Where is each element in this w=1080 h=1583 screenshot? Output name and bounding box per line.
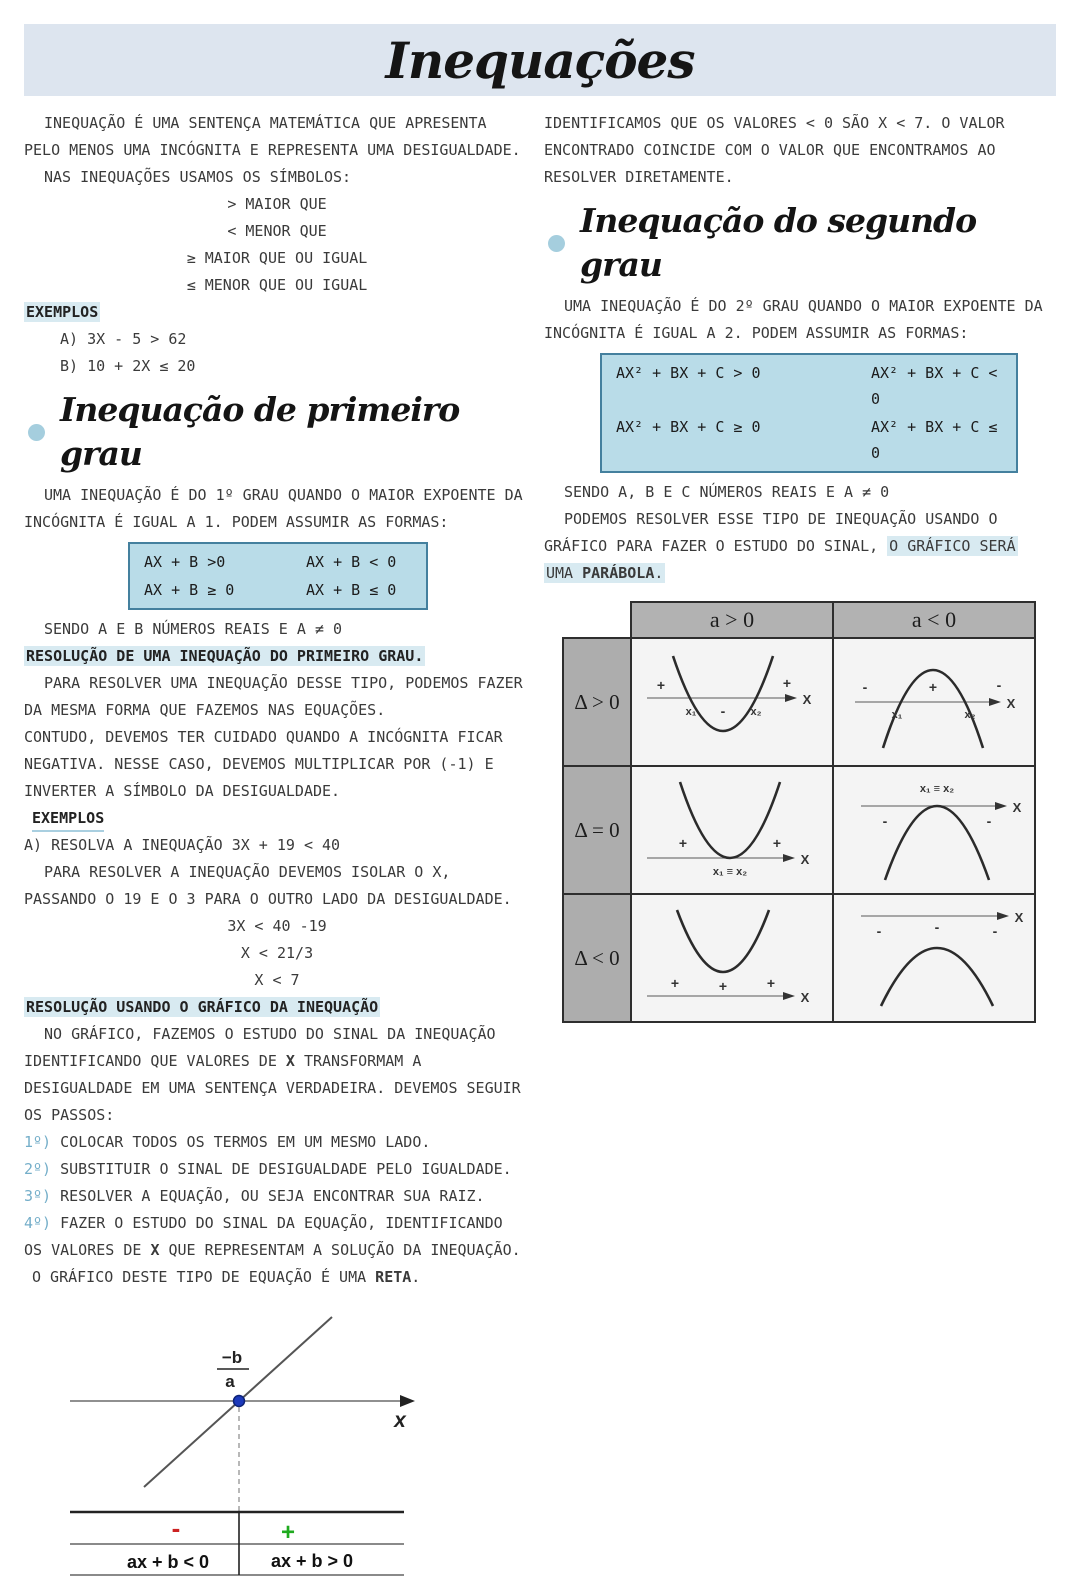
svg-text:-: -: [862, 679, 868, 695]
paragraph-line: INCÓGNITA É IGUAL A 2. PODEM ASSUMIR AS FORMAS:: [544, 324, 969, 342]
example-item: B) 10 + 2X ≤ 20: [60, 357, 196, 375]
parabola-sign-table: [562, 601, 1036, 1023]
paragraph-line: OS PASSOS:: [24, 1106, 115, 1124]
table-corner-cell: [563, 602, 631, 638]
paragraph-line: DA MESMA FORMA QUE FAZEMOS NAS EQUAÇÕES.: [24, 701, 386, 719]
paragraph-line: INCÓGNITA É IGUAL A 1. PODEM ASSUMIR AS FORMAS:: [24, 513, 449, 531]
svg-text:X: X: [802, 692, 812, 707]
column-header-a-positive: a > 0: [631, 602, 833, 638]
parabola-up-no-roots: [637, 896, 827, 1016]
solution-step: X < 21/3: [240, 944, 314, 962]
root-point: [234, 1396, 245, 1407]
paragraph-line: NEGATIVA. NESSE CASO, DEVEMOS MULTIPLICAR POR (-1) E: [24, 755, 494, 773]
solution-step: 3X < 40 -19: [227, 917, 327, 935]
section-title: Inequação de primeiro grau: [60, 390, 460, 473]
paragraph-line: UMA PARÁBOLA.: [546, 564, 664, 582]
svg-text:x₁ ≡ x₂: x₁ ≡ x₂: [919, 783, 955, 795]
graph-delta-pos-a-pos: [631, 638, 833, 766]
graph-delta-zero-a-pos: [631, 766, 833, 894]
page-title: Inequações: [385, 30, 695, 90]
paragraph-line: PARA RESOLVER UMA INEQUAÇÃO DESSE TIPO, PODEMOS FAZER: [44, 674, 523, 692]
example-line: A) RESOLVA A INEQUAÇÃO 3X + 19 < 40: [24, 836, 341, 854]
svg-text:+: +: [656, 677, 666, 693]
formula: AX² + BX + C ≤ 0: [871, 418, 998, 462]
parabola-down-two-roots: [839, 640, 1029, 760]
first-degree-forms-box: [128, 542, 428, 610]
svg-text:x₁: x₁: [891, 709, 903, 721]
intro-line: PELO MENOS UMA INCÓGNITA E REPRESENTA UMA DESIGUALDADE.: [24, 141, 521, 159]
paragraph-line: UMA INEQUAÇÃO É DO 1º GRAU QUANDO O MAIOR EXPOENTE DA: [44, 486, 523, 504]
formula: AX + B ≤ 0: [306, 581, 397, 599]
svg-text:+: +: [772, 835, 782, 851]
bullet-icon: [28, 424, 45, 441]
paragraph-line: PODEMOS RESOLVER ESSE TIPO DE INEQUAÇÃO USANDO O: [564, 510, 998, 528]
svg-text:+: +: [928, 679, 938, 695]
sendo-note: SENDO A E B NÚMEROS REAIS E A ≠ 0: [44, 620, 343, 638]
formula: AX² + BX + C < 0: [871, 364, 998, 408]
graph-delta-pos-a-neg: [833, 638, 1035, 766]
study-notes-page: [0, 24, 1080, 1572]
exemplos-label: EXEMPLOS: [24, 805, 530, 832]
solution-step: X < 7: [254, 971, 300, 989]
second-degree-forms-box: [600, 353, 1018, 473]
row-label-delta-zero: Δ = 0: [563, 766, 631, 894]
parabola-down-no-roots: [839, 896, 1029, 1016]
svg-text:-: -: [996, 677, 1002, 693]
column-header-a-negative: a < 0: [833, 602, 1035, 638]
fraction-numerator: −b: [221, 1348, 243, 1367]
left-column: [24, 110, 530, 1583]
svg-text:+: +: [782, 675, 792, 691]
x-axis-arrow-icon: [400, 1395, 415, 1407]
x-axis-label: x: [394, 1409, 406, 1432]
step-item: 3º) RESOLVER A EQUAÇÃO, OU SEJA ENCONTRAR SUA RAIZ.: [24, 1187, 485, 1205]
svg-text:-: -: [934, 919, 940, 935]
parabola-up-two-roots: [637, 640, 827, 760]
section-heading-first-degree: [28, 388, 530, 476]
symbol-item: ≥ MAIOR QUE OU IGUAL: [186, 249, 368, 267]
svg-text:+: +: [670, 975, 680, 991]
svg-text:x₁ ≡ x₂: x₁ ≡ x₂: [712, 866, 748, 878]
paragraph-line: CONTUDO, DEVEMOS TER CUIDADO QUANDO A INCÓGNITA FICAR: [24, 728, 503, 746]
line-graph: [60, 1307, 420, 1579]
svg-text:+: +: [678, 835, 688, 851]
svg-text:-: -: [876, 923, 882, 939]
symbol-item: ≤ MENOR QUE OU IGUAL: [186, 276, 368, 294]
svg-text:X: X: [1012, 800, 1022, 815]
svg-text:x₁: x₁: [685, 706, 697, 718]
intro-line: INEQUAÇÃO É UMA SENTENÇA MATEMÁTICA QUE APRESENTA: [44, 114, 487, 132]
sendo-note: SENDO A, B E C NÚMEROS REAIS E A ≠ 0: [564, 483, 890, 501]
section-title: Inequação do segundo grau: [580, 201, 977, 284]
paragraph-line: IDENTIFICANDO QUE VALORES DE X TRANSFORMAM A: [24, 1052, 422, 1070]
formula: AX² + BX + C > 0: [616, 364, 761, 382]
svg-text:+: +: [766, 975, 776, 991]
step-continuation: OS VALORES DE X QUE REPRESENTAM A SOLUÇÃO DA INEQUAÇÃO.: [24, 1241, 521, 1259]
graph-delta-neg-a-neg: [833, 894, 1035, 1022]
graph-delta-neg-a-pos: [631, 894, 833, 1022]
paragraph-line: RESOLVER DIRETAMENTE.: [544, 168, 734, 186]
plus-sign: +: [280, 1519, 296, 1546]
step-item: 1º) COLOCAR TODOS OS TERMOS EM UM MESMO LADO.: [24, 1133, 431, 1151]
formula: AX + B >0: [144, 553, 226, 571]
symbol-item: < MENOR QUE: [227, 222, 327, 240]
symbol-item: > MAIOR QUE: [227, 195, 327, 213]
row-label-delta-negative: Δ < 0: [563, 894, 631, 1022]
graph-delta-zero-a-neg: [833, 766, 1035, 894]
parabola-down-one-root: [839, 768, 1029, 888]
resolution-heading: RESOLUÇÃO DE UMA INEQUAÇÃO DO PRIMEIRO GRAU.: [26, 647, 424, 665]
intro-line: NAS INEQUAÇÕES USAMOS OS SÍMBOLOS:: [44, 168, 352, 186]
right-column: [544, 110, 1056, 1583]
svg-text:X: X: [1006, 696, 1016, 711]
svg-text:X: X: [1014, 910, 1024, 925]
formula: AX + B < 0: [306, 553, 397, 571]
row-label-delta-positive: Δ > 0: [563, 638, 631, 766]
formula: AX² + BX + C ≥ 0: [616, 418, 761, 436]
paragraph-line: GRÁFICO PARA FAZER O ESTUDO DO SINAL, O GRÁFICO SERÁ: [544, 537, 1016, 555]
graph-resolution-heading: RESOLUÇÃO USANDO O GRÁFICO DA INEQUAÇÃO: [26, 998, 379, 1016]
svg-text:-: -: [992, 923, 998, 939]
paragraph-line: ENCONTRADO COINCIDE COM O VALOR QUE ENCONTRAMOS AO: [544, 141, 996, 159]
example-item: A) 3X - 5 > 62: [60, 330, 187, 348]
paragraph-line: NO GRÁFICO, FAZEMOS O ESTUDO DO SINAL DA INEQUAÇÃO: [44, 1025, 496, 1043]
formula: AX + B ≥ 0: [144, 581, 235, 599]
section-heading-second-degree: [548, 199, 1056, 287]
paragraph-line: UMA INEQUAÇÃO É DO 2º GRAU QUANDO O MAIOR EXPOENTE DA: [564, 297, 1043, 315]
reta-note: O GRÁFICO DESTE TIPO DE EQUAÇÃO É UMA RETA.: [32, 1268, 421, 1286]
bullet-icon: [548, 235, 565, 252]
step-item: 2º) SUBSTITUIR O SINAL DE DESIGUALDADE PELO IGUALDADE.: [24, 1160, 512, 1178]
first-degree-sign-graph: [60, 1307, 530, 1583]
svg-text:x₂: x₂: [964, 709, 976, 721]
example-line: PARA RESOLVER A INEQUAÇÃO DEVEMOS ISOLAR O X,: [44, 863, 451, 881]
svg-text:+: +: [718, 978, 728, 994]
fraction-denominator: a: [225, 1372, 235, 1391]
paragraph-line: IDENTIFICAMOS QUE OS VALORES < 0 SÃO X < 7. O VALOR: [544, 114, 1005, 132]
svg-text:-: -: [882, 813, 888, 829]
step-item: 4º) FAZER O ESTUDO DO SINAL DA EQUAÇÃO, IDENTIFICANDO: [24, 1214, 503, 1232]
title-banner: [24, 24, 1056, 96]
paragraph-line: DESIGUALDADE EM UMA SENTENÇA VERDADEIRA. DEVEMOS SEGUIR: [24, 1079, 521, 1097]
paragraph-line: INVERTER A SÍMBOLO DA DESIGUALDADE.: [24, 782, 341, 800]
svg-text:x₂: x₂: [750, 706, 762, 718]
svg-text:X: X: [800, 990, 810, 1005]
example-line: PASSANDO O 19 E O 3 PARA O OUTRO LADO DA DESIGUALDADE.: [24, 890, 512, 908]
positive-region-label: ax + b > 0: [270, 1551, 354, 1571]
svg-text:X: X: [800, 852, 810, 867]
exemplos-label: EXEMPLOS: [26, 303, 99, 321]
negative-region-label: ax + b < 0: [126, 1552, 210, 1572]
svg-text:-: -: [720, 703, 726, 719]
parabola-up-one-root: [637, 768, 827, 888]
svg-text:-: -: [986, 813, 992, 829]
minus-sign: -: [171, 1513, 181, 1543]
